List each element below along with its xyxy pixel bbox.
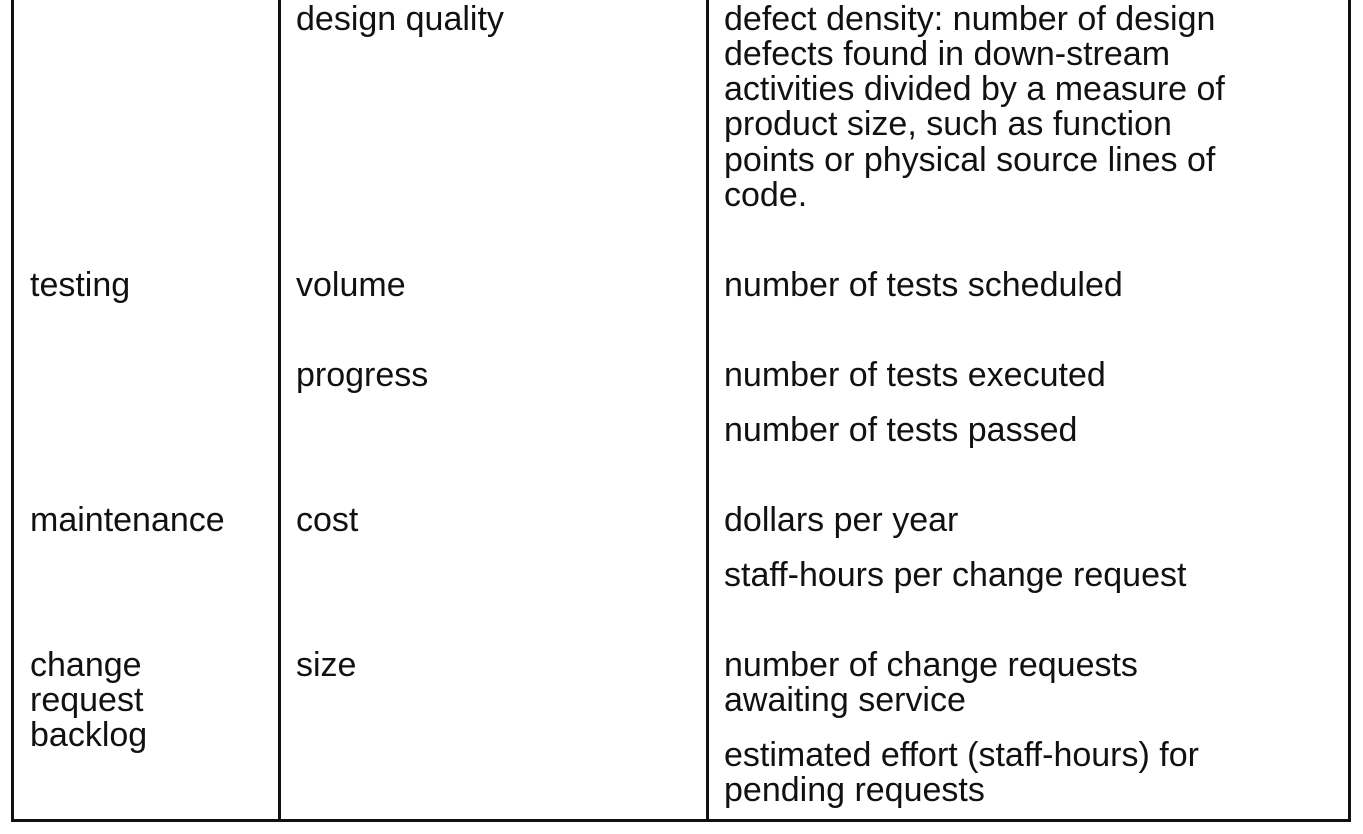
measure-defect-density-line-2: defects found in down-stream: [724, 35, 1171, 73]
measure-change-requests-line-2: awaiting service: [724, 681, 966, 719]
measure-staff-hours-per-request: staff-hours per change request: [724, 556, 1187, 594]
attribute-volume: volume: [296, 266, 406, 304]
attribute-progress: progress: [296, 356, 429, 394]
measure-defect-density-line-6: code.: [724, 176, 808, 214]
attribute-cost: cost: [296, 501, 359, 539]
attribute-size: size: [296, 646, 357, 684]
activity-testing: testing: [30, 266, 131, 304]
measure-defect-density-line-1: defect density: number of design: [724, 0, 1216, 38]
measure-estimated-effort-line-1: estimated effort (staff-hours) for: [724, 736, 1199, 774]
column-divider-1: [278, 0, 281, 822]
measure-defect-density-line-5: points or physical source lines of: [724, 141, 1216, 179]
activity-change-request-line-2: request: [30, 681, 144, 719]
activity-change-request-line-3: backlog: [30, 716, 148, 754]
measure-dollars-per-year: dollars per year: [724, 501, 959, 539]
column-divider-2: [706, 0, 709, 822]
attribute-design-quality: design quality: [296, 0, 504, 38]
measure-defect-density-line-4: product size, such as function: [724, 105, 1172, 143]
measure-estimated-effort-line-2: pending requests: [724, 771, 985, 809]
activity-change-request-line-1: change: [30, 646, 142, 684]
measure-tests-executed: number of tests executed: [724, 356, 1106, 394]
measure-defect-density-line-3: activities divided by a measure of: [724, 70, 1225, 108]
measure-tests-passed: number of tests passed: [724, 411, 1078, 449]
activity-maintenance: maintenance: [30, 501, 225, 539]
measure-tests-scheduled: number of tests scheduled: [724, 266, 1123, 304]
measure-change-requests-line-1: number of change requests: [724, 646, 1138, 684]
